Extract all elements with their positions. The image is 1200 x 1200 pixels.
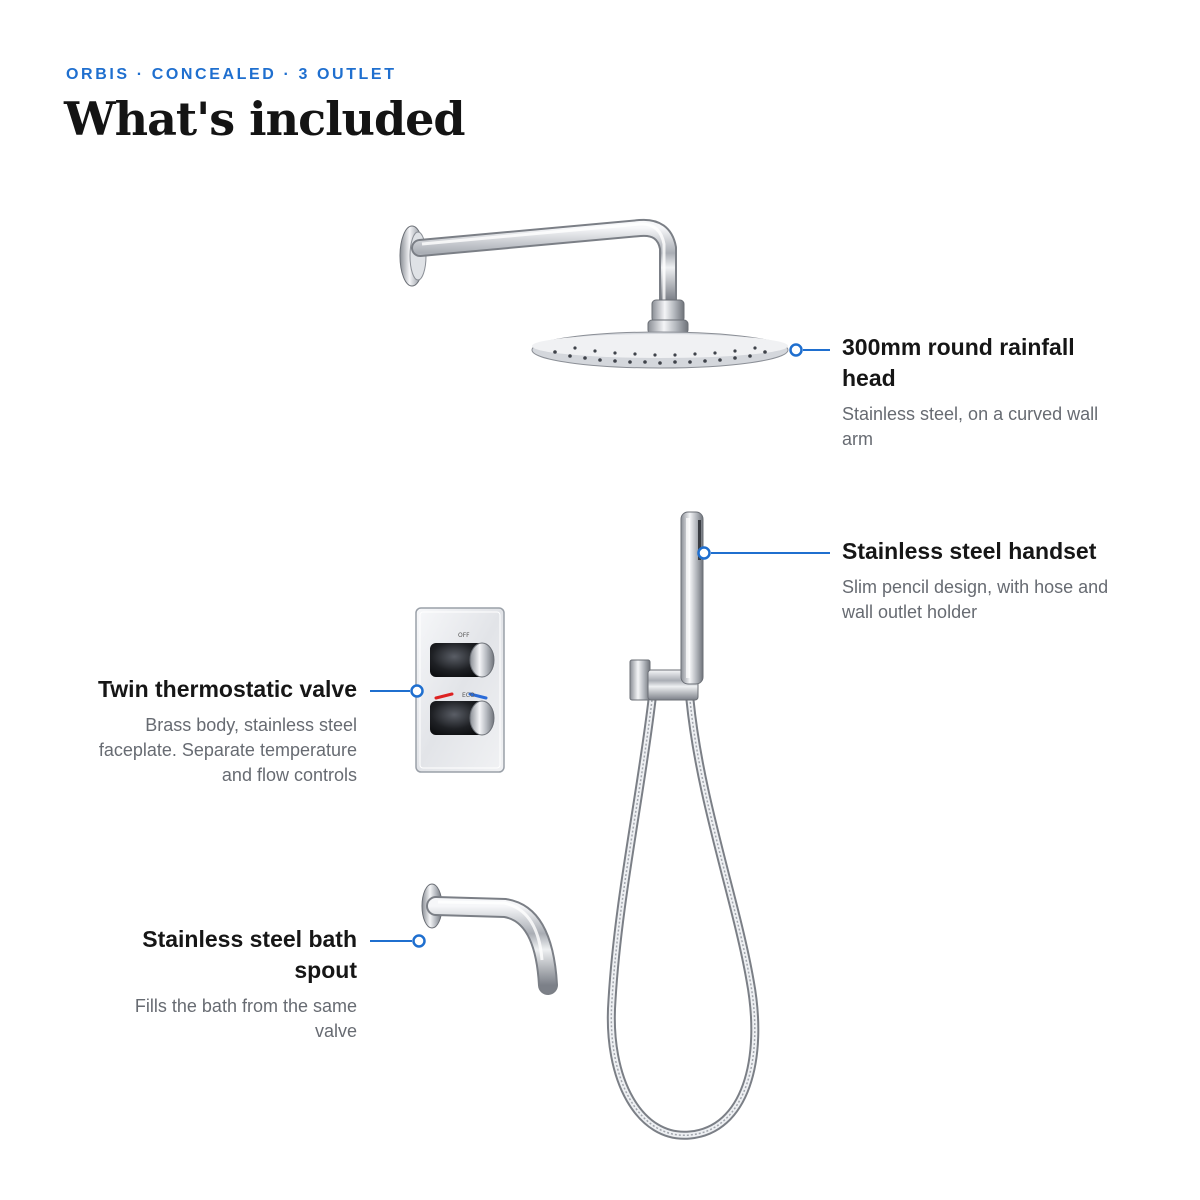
callout-handset (842, 536, 1112, 625)
spout-illustration (422, 884, 548, 985)
handset-illustration (611, 512, 755, 1135)
valve-off-marking: OFF (458, 632, 470, 639)
callout-spout-title: Stainless steel bath spout (142, 926, 357, 983)
callout-handset-desc: Slim pencil design, with hose and wall outlet holder (842, 577, 1109, 622)
valve-illustration (416, 608, 504, 772)
connector-valve (370, 686, 423, 697)
product-eyebrow: ORBIS · CONCEALED · 3 OUTLET (66, 66, 397, 83)
callout-valve-desc: Brass body, stainless steel faceplate. Separate temperature and flow controls (98, 715, 357, 785)
callout-rainfall-head-title: 300mm round rainfall head (842, 334, 1075, 391)
callout-handset-title: Stainless steel handset (842, 538, 1097, 564)
callout-rainfall-head (842, 332, 1112, 452)
callout-valve (97, 674, 357, 788)
connector-handset (699, 548, 831, 559)
callout-spout (97, 924, 357, 1044)
callout-rainfall-head-desc: Stainless steel, on a curved wall arm (842, 404, 1099, 449)
valve-eco-marking: ECO (462, 692, 475, 699)
callout-valve-title: Twin thermostatic valve (97, 676, 357, 702)
connector-spout (370, 936, 425, 947)
connector-rainfall-head (791, 345, 831, 356)
rainfall-head-illustration (400, 224, 788, 368)
callout-spout-desc: Fills the bath from the same valve (134, 996, 357, 1041)
page-title: What's included (64, 92, 465, 146)
